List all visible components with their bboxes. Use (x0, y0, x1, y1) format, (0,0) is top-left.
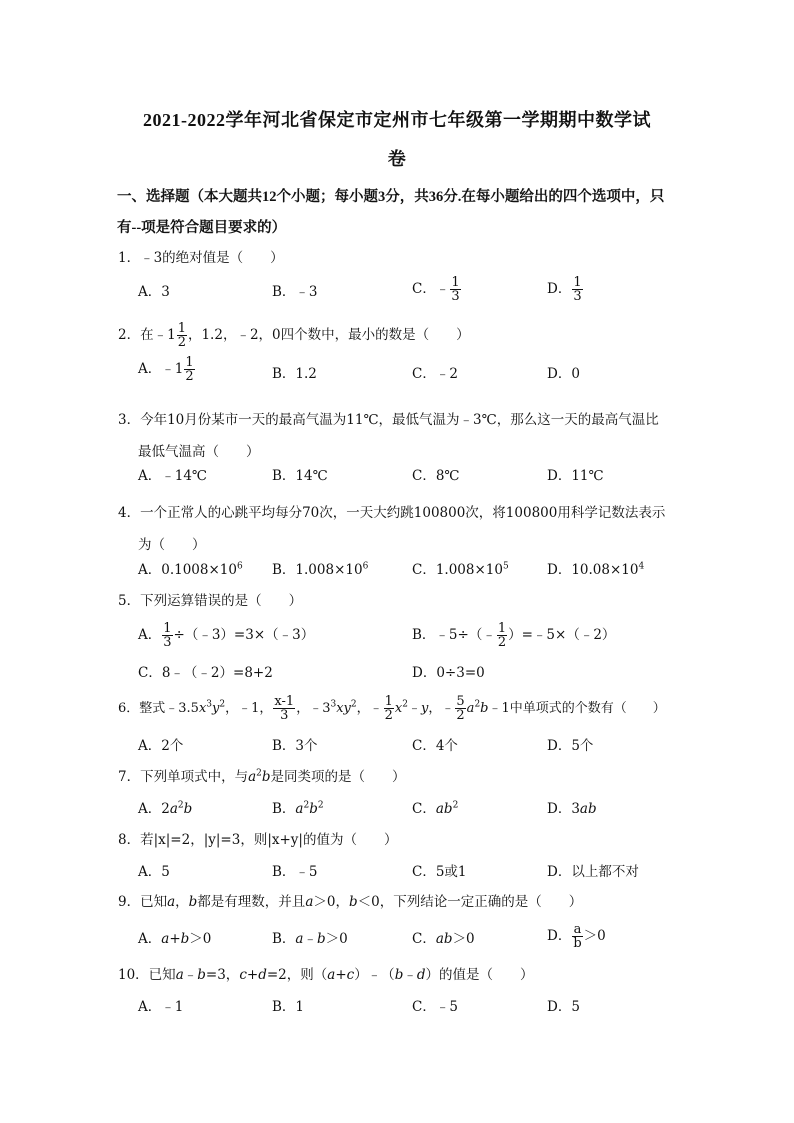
question-7-stem: 7．下列单项式中，与$a^2b$是同类项的是（ ） (118, 768, 406, 785)
fraction: $\frac{1}{2}$ (177, 321, 186, 350)
option-c: C．﹣2 (412, 366, 458, 382)
option-a: A． $\frac{1}{3}$ ÷（﹣3）=3×（﹣3） (138, 621, 315, 650)
option-b: B．a﹣b＞0 (272, 931, 348, 947)
option-c: C．8℃ (412, 468, 460, 484)
option-d: D．0 (547, 366, 580, 382)
question-8-options (138, 862, 698, 886)
question-8-stem: 8．若|x|=2，|y|=3，则|x+y|的值为（ ） (118, 832, 398, 848)
question-6-options (138, 736, 698, 760)
option-b: B．3个 (272, 738, 318, 754)
question-1-stem: 1．﹣3的绝对值是（ ） (118, 250, 284, 266)
option-a: A．5 (138, 864, 170, 880)
option-d: D．5 (547, 999, 580, 1015)
question-9-options (138, 922, 698, 953)
option-c: C．$ab^2$ (412, 800, 459, 817)
option-c: C．﹣ $\frac{1}{3}$ (412, 275, 460, 304)
fraction: $\frac{a}{b}$ (573, 922, 582, 951)
fraction: $\frac{1}{3}$ (451, 275, 460, 304)
option-d: D．3ab (547, 801, 597, 817)
question-10-stem: 10．已知a﹣b=3，c+d=2，则（a+c）﹣（b﹣d）的值是（ ） (118, 967, 534, 983)
question-5-options-row1 (138, 621, 698, 650)
option-c: C．4个 (412, 738, 458, 754)
question-3-stem (118, 404, 688, 468)
option-c: C．5或1 (412, 864, 467, 880)
option-a: A．﹣14℃ (138, 468, 208, 484)
option-b: B．﹣3 (272, 284, 318, 300)
option-d: D．5个 (547, 738, 594, 754)
option-c: C．8﹣（﹣2）=8+2 (138, 665, 273, 681)
option-d: D．0÷3=0 (412, 665, 485, 681)
question-2-options (138, 355, 698, 388)
section-heading (117, 182, 687, 244)
question-1-options (138, 275, 698, 306)
question-4-line2: 为（ ） (138, 537, 206, 553)
question-10-options (138, 997, 698, 1021)
option-d: D．$10.08\times 10^4$ (547, 561, 645, 578)
question-9-stem: 9．已知a，b都是有理数，并且a＞0，b＜0，下列结论一定正确的是（ ） (118, 894, 583, 910)
question-3-line2: 最低气温高（ ） (138, 444, 260, 460)
question-4-options (138, 560, 698, 584)
option-a: A．3 (138, 284, 170, 300)
fraction: $\frac{1}{2}$ (384, 694, 393, 723)
option-c: C．﹣5 (412, 999, 458, 1015)
fraction: $\frac{1}{2}$ (185, 355, 194, 384)
option-d: D．以上都不对 (547, 864, 639, 880)
question-3-line1: 3．今年10月份某市一天的最高气温为11℃，最低气温为﹣3℃，那么这一天的最高气温比 (118, 412, 659, 428)
option-d: D．11℃ (547, 468, 604, 484)
question-5-stem: 5．下列运算错误的是（ ） (118, 593, 303, 609)
fraction: $\frac{1}{2}$ (497, 621, 507, 650)
option-d: D． $\frac{1}{3}$ (547, 275, 582, 304)
option-a: A．﹣1 (138, 999, 184, 1015)
question-5-options-row2 (138, 663, 698, 687)
option-d: D． $\frac{a}{b}$ ＞0 (547, 922, 606, 951)
option-c: C．$1.008\times 10^5$ (412, 561, 509, 578)
question-2-stem: 2．在﹣1 $\frac{1}{2}$ ，1.2，﹣2，0四个数中，最小的数是（ ） (118, 321, 470, 350)
option-c: C．ab＞0 (412, 931, 475, 947)
option-a: A．2个 (138, 738, 184, 754)
page-title-line1: 2021-2022学年河北省保定市定州市七年级第一学期期中数学试 (143, 110, 651, 130)
option-b: B．1.2 (272, 366, 317, 382)
fraction: $\frac{x-1}{3}$ (274, 694, 295, 723)
option-a: A．﹣1 $\frac{1}{2}$ (138, 355, 194, 384)
option-b: B．﹣5÷（﹣ $\frac{1}{2}$ ）=﹣5×（﹣2） (412, 621, 616, 650)
option-a: A．$2a^2b$ (138, 800, 193, 817)
option-b: B．﹣5 (272, 864, 318, 880)
fraction: $\frac{5}{2}$ (456, 694, 465, 723)
question-4-line1: 4．一个正常人的心跳平均每分70次，一天大约跳100800次，将100800用科学记数法表示 (118, 505, 666, 521)
question-4-stem (118, 497, 688, 561)
section-heading-line1: 一、选择题（本大题共12个小题；每小题3分，共36分.在每小题给出的四个选项中，只 (117, 189, 665, 205)
fraction: $\frac{1}{3}$ (163, 621, 172, 650)
option-a: A．$0.1008\times 10^6$ (138, 561, 243, 578)
fraction: $\frac{1}{3}$ (573, 275, 582, 304)
option-a: A．a+b＞0 (138, 931, 212, 947)
option-b: B．$a^2b^2$ (272, 800, 324, 817)
section-heading-line2: 有--项是符合题目要求的） (117, 220, 287, 236)
question-3-options (138, 466, 698, 490)
option-b: B．14℃ (272, 468, 328, 484)
question-6-stem: 6．整式$﹣3.5x^3y^2$，﹣1， $\frac{x-1}{3}$ ，$﹣3^3xy^2$，﹣ $\frac{1}{2}$ $x^2﹣y$，﹣ $\frac{5}{2}$ $a^2b﹣1$中单项式的个数有（ ） (118, 694, 666, 723)
option-b: B．1 (272, 999, 305, 1015)
option-b: B．$1.008\times 10^6$ (272, 561, 369, 578)
question-7-options (138, 799, 698, 823)
page-title-line2: 卷 (387, 149, 407, 169)
